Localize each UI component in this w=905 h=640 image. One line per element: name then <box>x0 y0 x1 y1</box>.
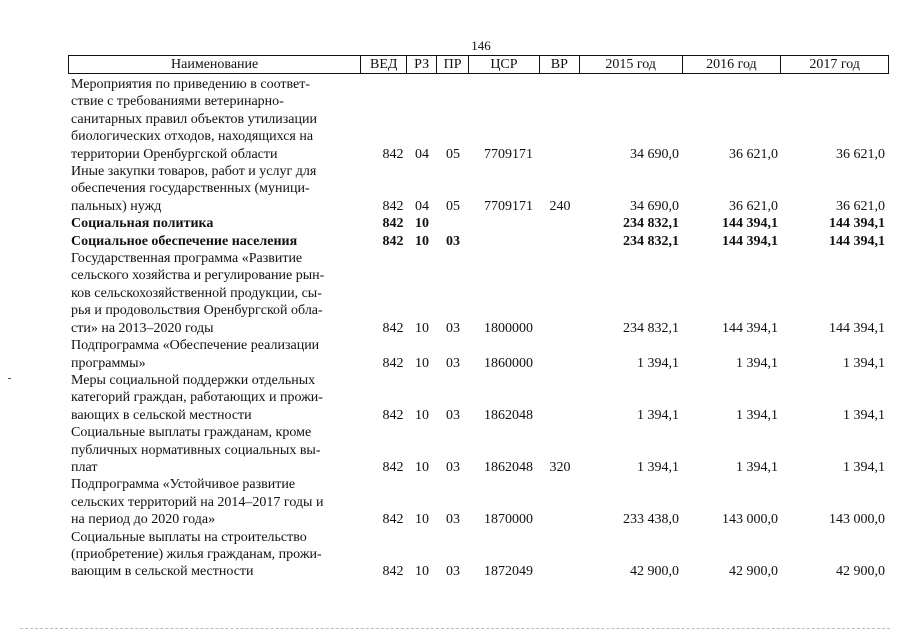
row-ved: 842 <box>382 512 404 528</box>
table-row <box>68 76 889 163</box>
row-2016: 36 621,0 <box>729 146 778 162</box>
row-name: Государственная программа «Развитие сельского хозяйства и регулирование рын- ков сельскохозяйственной продукции, сы- рья и продовольствия Оренбургской обла- сти» на 2013–2020 годы <box>71 251 325 336</box>
row-2016: 144 394,1 <box>722 233 778 249</box>
row-pr: 03 <box>446 512 460 528</box>
row-rz: 10 <box>415 407 429 423</box>
row-2017: 144 394,1 <box>829 216 885 232</box>
table-row <box>68 163 889 215</box>
row-csr: 1862048 <box>484 407 533 423</box>
row-name: Подпрограмма «Устойчивое развитие сельских территорий на 2014–2017 годы и на период до 2020 года» <box>71 477 324 528</box>
header-2017: 2017 год <box>809 57 860 72</box>
row-name: Подпрограмма «Обеспечение реализации программы» <box>71 338 320 371</box>
row-ved: 842 <box>382 355 404 371</box>
row-rz: 10 <box>415 459 429 475</box>
table-row <box>68 250 889 337</box>
row-2015: 234 832,1 <box>623 233 679 249</box>
row-2017: 143 000,0 <box>829 512 885 528</box>
header-2016: 2016 год <box>683 56 782 73</box>
row-rz: 04 <box>415 198 429 214</box>
row-pr: 03 <box>446 407 460 423</box>
row-csr: 1800000 <box>484 320 533 336</box>
table-row <box>68 476 889 528</box>
row-2016: 1 394,1 <box>736 407 778 423</box>
row-2015: 234 832,1 <box>623 216 679 232</box>
row-name: Социальная политика <box>71 216 214 232</box>
row-name: Социальное обеспечение населения <box>71 233 298 249</box>
header-rz: РЗ <box>407 56 437 73</box>
row-2017: 36 621,0 <box>836 198 885 214</box>
row-csr: 7709171 <box>484 146 533 162</box>
row-name: Социальные выплаты гражданам, кроме публичных нормативных социальных вы- плат <box>71 425 321 475</box>
row-pr: 03 <box>446 459 460 475</box>
page-number: 146 <box>471 38 491 53</box>
table-row <box>68 424 889 476</box>
header-csr: ЦСР <box>469 56 540 73</box>
row-2016: 143 000,0 <box>722 512 778 528</box>
row-2017: 144 394,1 <box>829 233 885 249</box>
row-vr: 240 <box>549 198 571 214</box>
header-name: Наименование <box>69 56 361 73</box>
row-vr: 320 <box>549 459 571 475</box>
row-2016: 1 394,1 <box>736 459 778 475</box>
table-row <box>68 215 889 232</box>
row-rz: 04 <box>415 146 429 162</box>
row-2016: 42 900,0 <box>729 564 778 580</box>
row-pr: 03 <box>446 320 460 336</box>
row-2016: 144 394,1 <box>722 320 778 336</box>
row-csr: 1872049 <box>484 564 533 580</box>
row-2015: 234 832,1 <box>623 320 679 336</box>
row-csr: 1860000 <box>484 355 533 371</box>
row-pr: 05 <box>446 146 460 162</box>
row-2015: 233 438,0 <box>623 512 679 528</box>
row-2017: 42 900,0 <box>836 564 885 580</box>
header-vr: ВР <box>540 56 580 73</box>
row-name: Социальные выплаты на строительство (приобретение) жилья гражданам, прожи- вающим в сельской местности <box>71 529 322 580</box>
header-ved: ВЕД <box>361 56 407 73</box>
row-rz: 10 <box>415 216 429 232</box>
row-2016: 36 621,0 <box>729 198 778 214</box>
row-2015: 1 394,1 <box>637 459 679 475</box>
row-ved: 842 <box>382 564 404 580</box>
header-2015: 2015 год <box>580 56 683 73</box>
row-ved: 842 <box>382 320 404 336</box>
row-name: Иные закупки товаров, работ и услуг для обеспечения государственных (муници- пальных) нужд <box>71 164 317 214</box>
scan-edge-line <box>20 628 890 629</box>
row-rz: 10 <box>415 355 429 371</box>
row-csr: 1862048 <box>484 459 533 475</box>
row-pr: 05 <box>446 198 460 214</box>
row-rz: 10 <box>415 320 429 336</box>
table-row <box>68 372 889 424</box>
row-2015: 42 900,0 <box>630 564 679 580</box>
row-2017: 1 394,1 <box>843 459 885 475</box>
row-rz: 10 <box>415 512 429 528</box>
row-ved: 842 <box>382 146 404 162</box>
row-2015: 1 394,1 <box>637 407 679 423</box>
row-csr: 7709171 <box>484 198 533 214</box>
row-rz: 10 <box>415 233 429 249</box>
table-row <box>68 233 889 250</box>
row-csr: 1870000 <box>484 512 533 528</box>
row-2017: 1 394,1 <box>843 407 885 423</box>
table-body <box>68 76 889 581</box>
row-2015: 34 690,0 <box>630 198 679 214</box>
table-header <box>68 55 889 74</box>
row-2017: 144 394,1 <box>829 320 885 336</box>
scan-mark <box>8 378 11 379</box>
row-2016: 144 394,1 <box>722 216 778 232</box>
table-row <box>68 529 889 581</box>
row-2017: 1 394,1 <box>843 355 885 371</box>
row-pr: 03 <box>446 355 460 371</box>
row-pr: 03 <box>446 564 460 580</box>
row-rz: 10 <box>415 564 429 580</box>
header-pr: ПР <box>437 56 469 73</box>
row-ved: 842 <box>382 233 404 249</box>
row-ved: 842 <box>382 407 404 423</box>
row-2016: 1 394,1 <box>736 355 778 371</box>
row-ved: 842 <box>382 459 404 475</box>
row-2015: 1 394,1 <box>637 355 679 371</box>
row-ved: 842 <box>382 198 404 214</box>
row-2015: 34 690,0 <box>630 146 679 162</box>
row-pr: 03 <box>446 233 460 249</box>
table-row <box>68 337 889 372</box>
row-ved: 842 <box>382 216 404 232</box>
row-2017: 36 621,0 <box>836 146 885 162</box>
row-name: Мероприятия по приведению в соответ- ствие с требованиями ветеринарно- санитарных правил объектов утилизации биологических отходов, находящихся на территории Оренбургской области <box>71 77 317 162</box>
row-name: Меры социальной поддержки отдельных категорий граждан, работающих и прожи- вающих в сельской местности <box>71 372 323 423</box>
